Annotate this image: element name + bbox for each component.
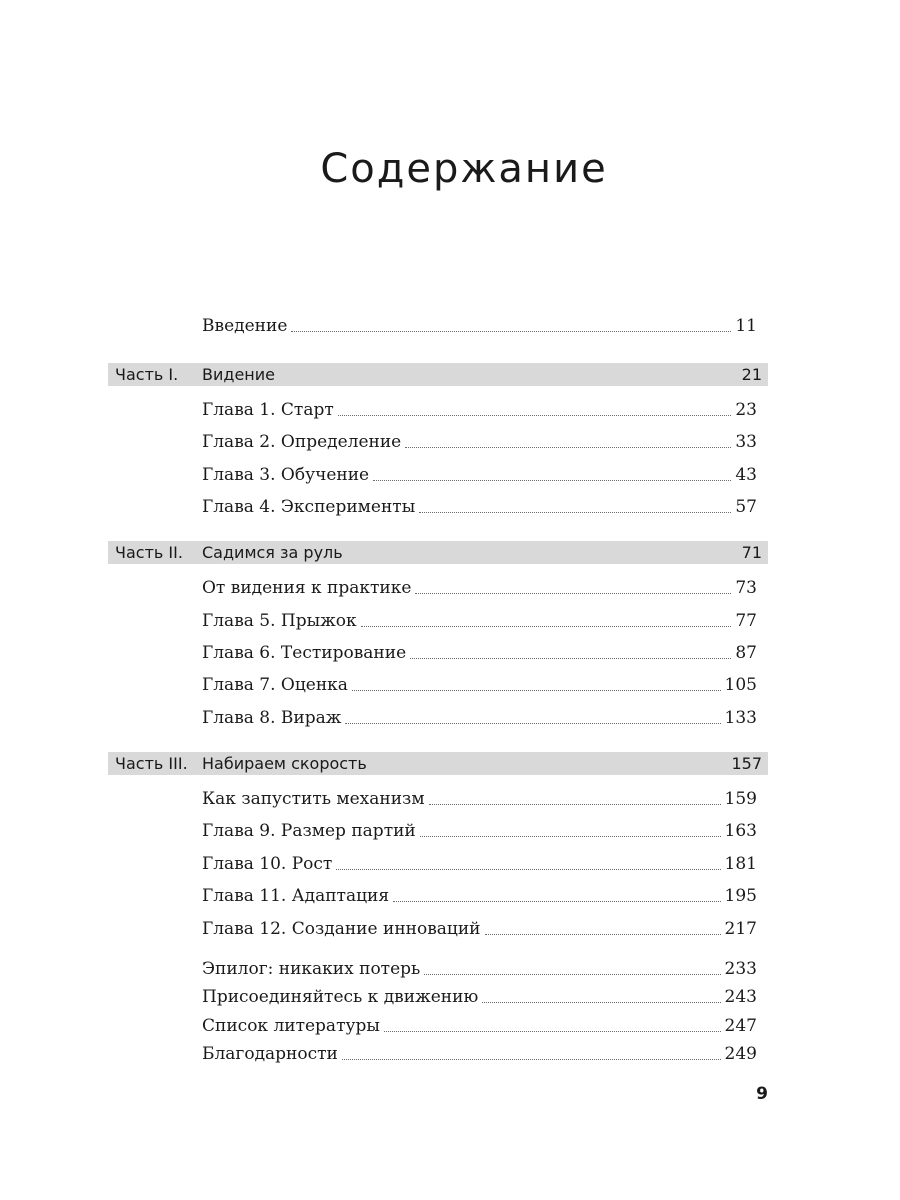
toc-entry-back-matter	[202, 982, 757, 1008]
toc-entry	[202, 573, 757, 599]
leader-dots	[429, 804, 721, 805]
toc-entry-page: 43	[735, 465, 757, 485]
toc-entry	[202, 784, 757, 810]
toc-entry	[202, 492, 757, 518]
toc-entry-page: 77	[735, 611, 757, 631]
toc-entry-label: Глава 12. Создание инноваций	[202, 919, 481, 939]
toc-entry	[202, 703, 757, 729]
page-title: Содержание	[320, 146, 608, 192]
part-page: 71	[741, 543, 762, 562]
toc-entry-label: Глава 2. Определение	[202, 432, 402, 452]
toc-entry-label: Эпилог: никаких потерь	[202, 959, 421, 979]
part-page: 157	[731, 754, 762, 773]
part-header-2	[108, 541, 768, 564]
toc-entry-back-matter	[202, 1039, 757, 1065]
toc-entry	[202, 606, 757, 632]
toc-entry	[202, 638, 757, 664]
toc-entry-label: Глава 3. Обучение	[202, 465, 370, 485]
leader-dots	[345, 723, 720, 724]
toc-entry-label: Глава 6. Тестирование	[202, 643, 407, 663]
toc-entry-page: 243	[724, 987, 757, 1007]
toc-entry-page: 73	[735, 578, 757, 598]
leader-dots	[424, 974, 720, 975]
toc-entry	[202, 427, 757, 453]
toc-entry-page: 159	[724, 789, 757, 809]
part-page: 21	[741, 365, 762, 384]
toc-entry-page: 249	[724, 1044, 757, 1064]
toc-entry-page: 133	[724, 708, 757, 728]
leader-dots	[420, 836, 721, 837]
toc-entry-label: Глава 8. Вираж	[202, 708, 342, 728]
part-title: Набираем скорость	[202, 754, 367, 773]
toc-entry-page: 57	[735, 497, 757, 517]
toc-entry	[202, 881, 757, 907]
leader-dots	[419, 512, 731, 513]
leader-dots	[291, 331, 731, 332]
leader-dots	[338, 415, 732, 416]
toc-entry-page: 195	[724, 886, 757, 906]
toc-entry	[202, 914, 757, 940]
toc-entry-label: Глава 10. Рост	[202, 854, 333, 874]
page-number: 9	[756, 1084, 768, 1104]
toc-entry-label: Благодарности	[202, 1044, 338, 1064]
leader-dots	[361, 626, 732, 627]
leader-dots	[336, 869, 720, 870]
toc-entry-label: Глава 4. Эксперименты	[202, 497, 416, 517]
toc-entry-page: 217	[724, 919, 757, 939]
toc-entry-back-matter	[202, 954, 757, 980]
toc-entry-page: 163	[724, 821, 757, 841]
toc-entry-back-matter	[202, 1011, 757, 1037]
toc-entry	[202, 816, 757, 842]
toc-entry	[202, 395, 757, 421]
toc-entry	[202, 670, 757, 696]
toc-entry	[202, 460, 757, 486]
toc-entry-label: Глава 5. Прыжок	[202, 611, 357, 631]
toc-entry	[202, 849, 757, 875]
toc-entry-page: 181	[724, 854, 757, 874]
toc-entry-page: 87	[735, 643, 757, 663]
leader-dots	[410, 658, 731, 659]
leader-dots	[482, 1002, 720, 1003]
leader-dots	[393, 901, 720, 902]
toc-entry-page: 23	[735, 400, 757, 420]
toc-entry-page: 247	[724, 1016, 757, 1036]
toc-entry-label: Список литературы	[202, 1016, 380, 1036]
leader-dots	[415, 593, 731, 594]
toc-entry-label: Глава 7. Оценка	[202, 675, 348, 695]
part-header-1	[108, 363, 768, 386]
toc-entry-label: Глава 1. Старт	[202, 400, 334, 420]
toc-entry-label: Глава 9. Размер партий	[202, 821, 416, 841]
toc-entry-page: 33	[735, 432, 757, 452]
part-label: Часть II.	[115, 543, 183, 562]
leader-dots	[405, 447, 731, 448]
toc-entry-label: Глава 11. Адаптация	[202, 886, 390, 906]
toc-entry-label: От видения к практике	[202, 578, 412, 598]
leader-dots	[352, 690, 721, 691]
toc-entry-label: Присоединяйтесь к движению	[202, 987, 479, 1007]
leader-dots	[373, 480, 731, 481]
part-label: Часть I.	[115, 365, 179, 384]
toc-entry-label: Как запустить механизм	[202, 789, 425, 809]
part-title: Видение	[202, 365, 275, 384]
leader-dots	[485, 934, 721, 935]
part-title: Садимся за руль	[202, 543, 343, 562]
toc-entry-page: 233	[724, 959, 757, 979]
toc-entry-intro	[202, 311, 757, 337]
toc-entry-label: Введение	[202, 316, 288, 336]
toc-entry-page: 11	[735, 316, 757, 336]
leader-dots	[384, 1031, 721, 1032]
part-header-3	[108, 752, 768, 775]
leader-dots	[342, 1059, 721, 1060]
part-label: Часть III.	[115, 754, 188, 773]
toc-entry-page: 105	[724, 675, 757, 695]
